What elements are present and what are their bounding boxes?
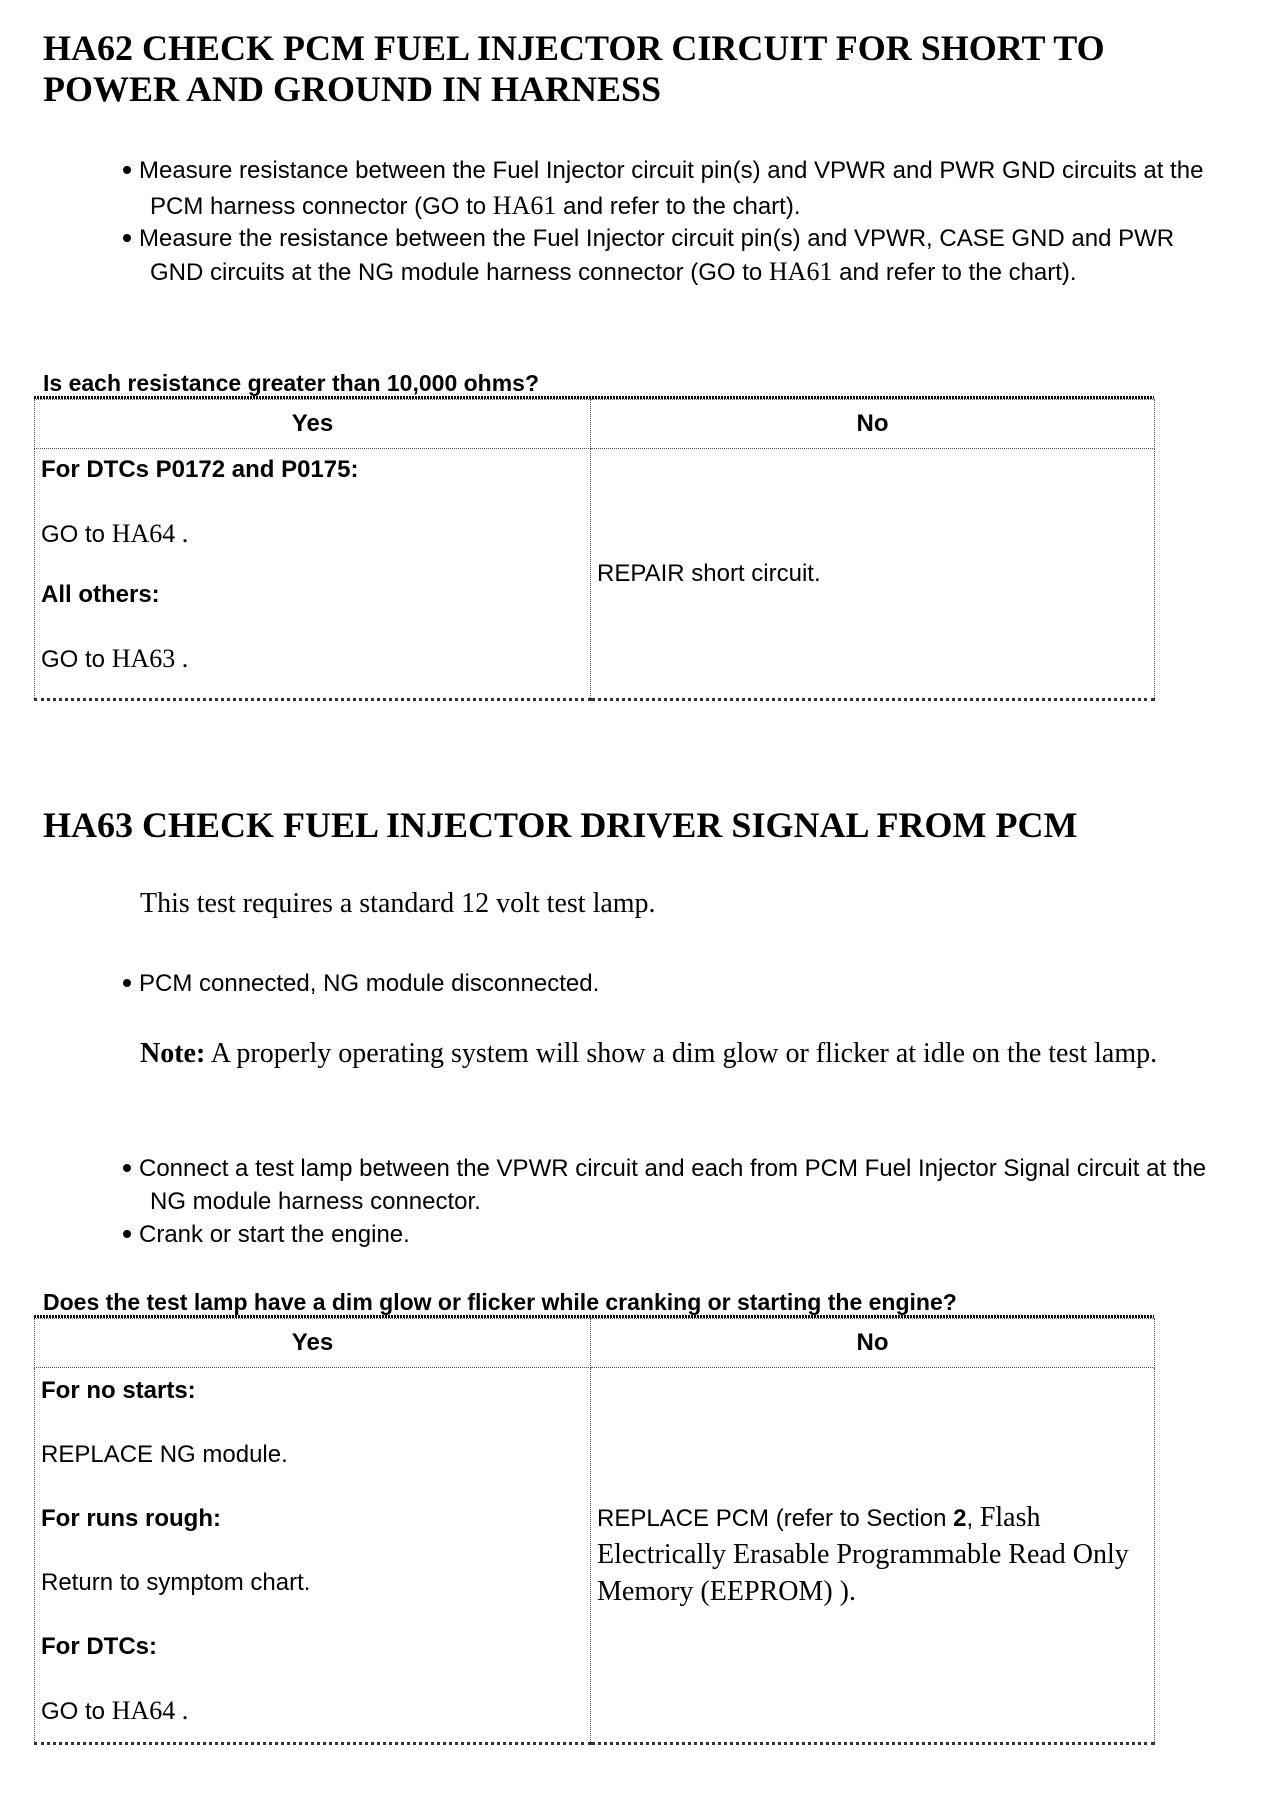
yes-cell <box>35 1368 591 1744</box>
table-header-row <box>35 1319 1155 1368</box>
table-row <box>35 1368 1155 1744</box>
note-label: Note: <box>140 1038 206 1069</box>
yes-return-symptom: Return to symptom chart. <box>41 1569 311 1596</box>
note-text: A properly operating system will show a dim glow or flicker at idle on the test lamp. <box>205 1038 1158 1069</box>
ha63-note <box>140 1035 1220 1073</box>
yes-runs-rough-label: For runs rough: <box>41 1505 221 1532</box>
yes-header: Yes <box>35 1319 591 1368</box>
ha63-intro: This test requires a standard 12 volt test lamp. <box>140 888 656 919</box>
ha61-link[interactable]: HA61 <box>492 191 557 220</box>
bullet-dot-icon <box>123 1230 131 1238</box>
yes-go-ha64: GO to HA64 . <box>41 1696 189 1725</box>
yes-cell <box>35 449 591 700</box>
ha62-result-table <box>34 399 1155 701</box>
ha63-question: Does the test lamp have a dim glow or flicker while cranking or starting the engine? <box>43 1289 957 1315</box>
bullet-dot-icon <box>123 234 131 242</box>
ha63-result-table <box>34 1318 1155 1745</box>
ha63-bullet-2: Connect a test lamp between the VPWR circuit and each from PCM Fuel Injector Signal circuit at the NG module harness connector. <box>100 1152 1220 1218</box>
no-header: No <box>591 400 1155 449</box>
yes-header: Yes <box>35 400 591 449</box>
yes-go-ha64: GO to HA64 . <box>41 519 189 548</box>
yes-no-starts-label: For no starts: <box>41 1377 196 1404</box>
table-row <box>35 449 1155 700</box>
ha62-title-line2: POWER AND GROUND IN HARNESS <box>43 69 662 109</box>
no-header: No <box>591 1319 1155 1368</box>
section-number: 2 <box>953 1504 967 1532</box>
yes-replace-ng: REPLACE NG module. <box>41 1441 288 1468</box>
ha62-title-line1: HA62 CHECK PCM FUEL INJECTOR CIRCUIT FOR SHORT TO <box>43 28 1105 68</box>
ha63-link[interactable]: HA63 <box>111 644 176 673</box>
ha63-bullet-list-2 <box>100 1152 1220 1251</box>
yes-others-label: All others: <box>41 581 160 608</box>
ha62-bullet-1: Measure resistance between the Fuel Injector circuit pin(s) and VPWR and PWR GND circuits at the PCM harness connector (GO to HA61 and refer to the chart). <box>100 153 1220 224</box>
ha64-link[interactable]: HA64 <box>111 519 176 548</box>
ha62-bullet-list <box>100 153 1220 289</box>
eeprom-link[interactable]: Flash Electrically Erasable Programmable Read Only Memory (EEPROM) ). <box>597 1501 1129 1607</box>
yes-go-ha63: GO to HA63 . <box>41 644 189 673</box>
ha63-bullet-list-1 <box>100 966 1220 1001</box>
ha63-bullet-3: Crank or start the engine. <box>100 1218 1220 1251</box>
ha64-link[interactable]: HA64 <box>111 1696 176 1725</box>
no-cell: REPLACE PCM (refer to Section 2, Flash Electrically Erasable Programmable Read Only Memory (EEPROM) ). <box>591 1368 1155 1744</box>
ha63-bullet-1: PCM connected, NG module disconnected. <box>100 966 1220 1001</box>
ha62-bullet-2: Measure the resistance between the Fuel Injector circuit pin(s) and VPWR, CASE GND and PWR GND circuits at the NG module harness connector (GO to HA61 and refer to the chart). <box>100 222 1220 289</box>
yes-dtc-label: For DTCs P0172 and P0175: <box>41 456 359 483</box>
bullet-dot-icon <box>123 166 131 174</box>
ha62-question: Is each resistance greater than 10,000 ohms? <box>43 370 540 396</box>
table-header-row <box>35 400 1155 449</box>
no-cell: REPAIR short circuit. <box>591 449 1155 700</box>
bullet-dot-icon <box>123 979 131 987</box>
ha63-title: HA63 CHECK FUEL INJECTOR DRIVER SIGNAL FROM PCM <box>43 805 1078 845</box>
bullet-dot-icon <box>123 1164 131 1172</box>
ha62-title <box>43 28 1105 110</box>
ha61-link[interactable]: HA61 <box>768 257 833 286</box>
yes-dtcs-label: For DTCs: <box>41 1633 157 1660</box>
